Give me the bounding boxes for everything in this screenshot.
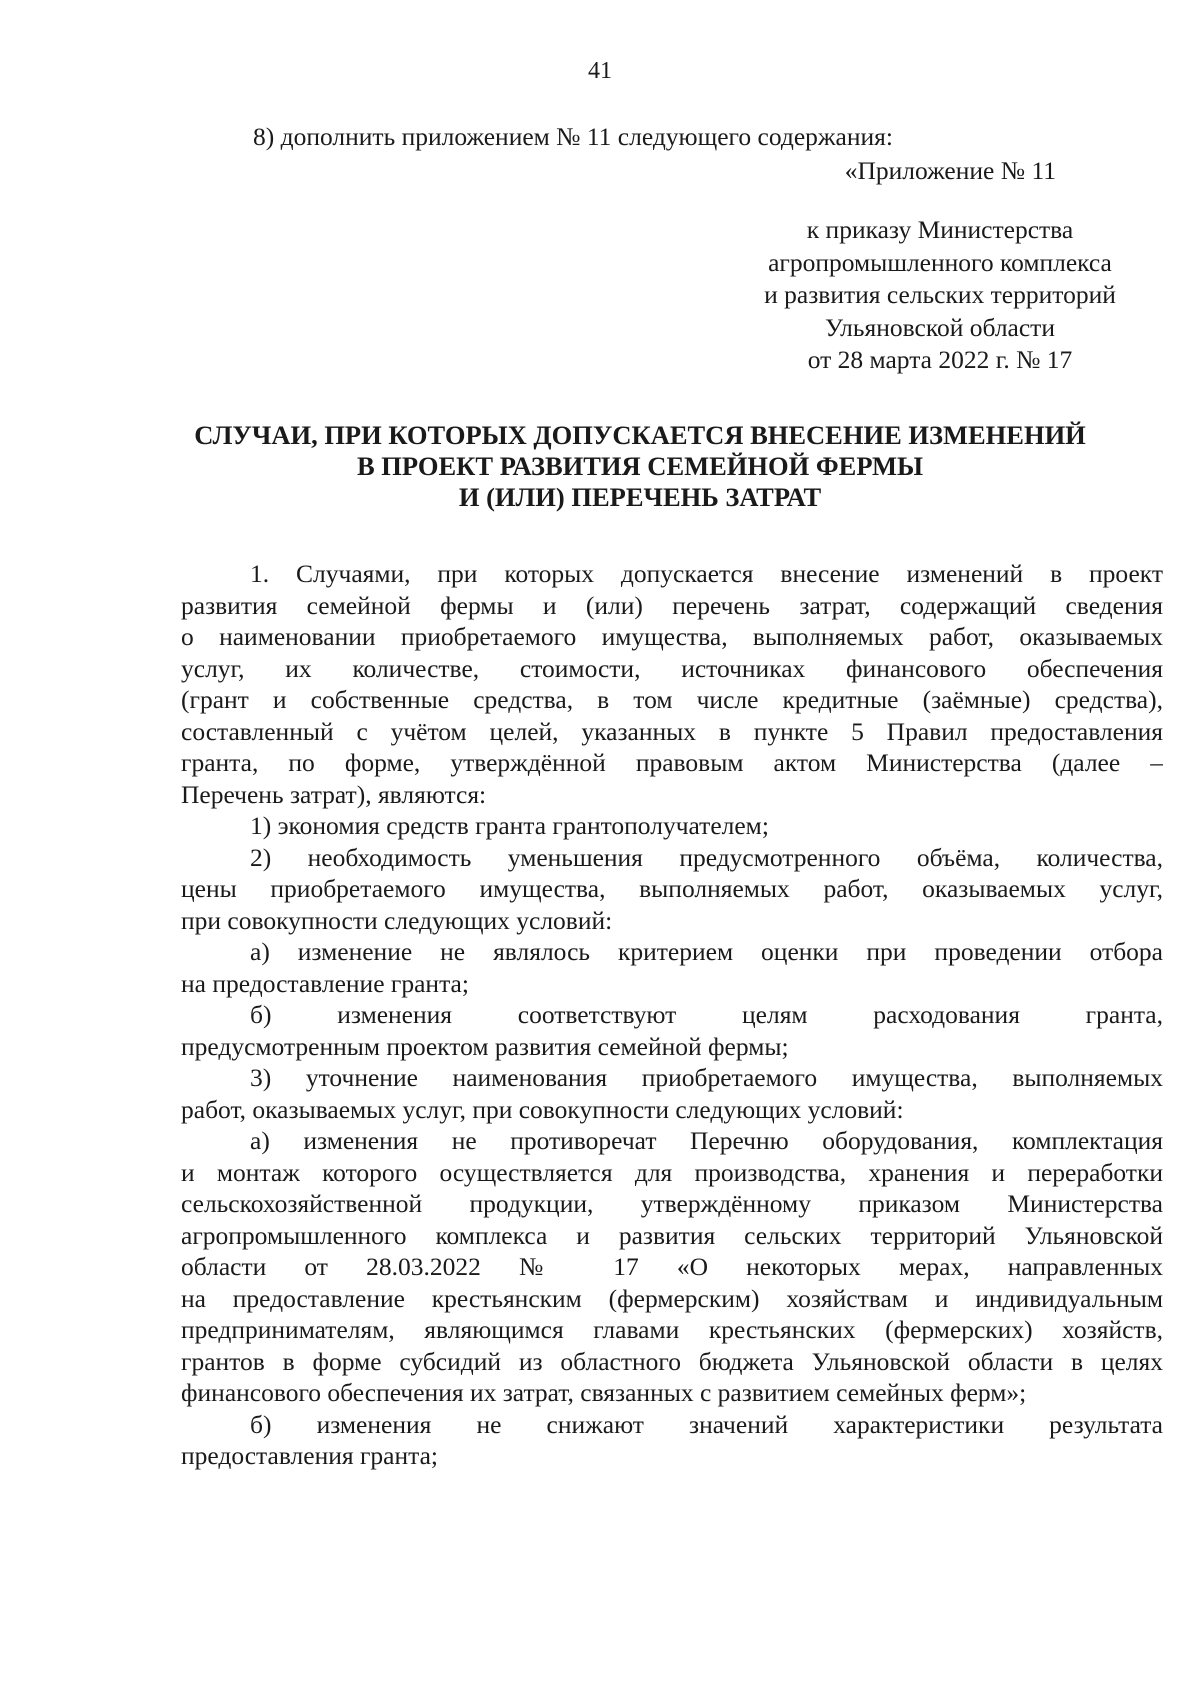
paragraph-line: на предоставление гранта; — [181, 968, 469, 998]
title-line: И (ИЛИ) ПЕРЕЧЕНЬ ЗАТРАТ — [458, 482, 822, 512]
document-body — [181, 558, 1163, 1472]
paragraph-line: сельскохозяйственной продукции, утверждённому приказом Министерства — [181, 1189, 1163, 1218]
paragraph-line: гранта, по форме, утверждённой правовым актом Министерства (далее – — [181, 748, 1163, 777]
paragraph-line: Перечень затрат), являются: — [181, 779, 487, 809]
paragraph-line: (грант и собственные средства, в том числе кредитные (заёмные) средства), — [181, 685, 1163, 714]
paragraph-line: услуг, их количестве, стоимости, источниках финансового обеспечения — [181, 653, 1163, 683]
sub-item-a: а) изменения не противоречат Перечню оборудования, комплектация — [250, 1126, 1163, 1155]
amendment-intro: 8) дополнить приложением № 11 следующего содержания: — [253, 122, 893, 151]
title-line: СЛУЧАИ, ПРИ КОТОРЫХ ДОПУСКАЕТСЯ ВНЕСЕНИЕ ИЗМЕНЕНИЙ — [194, 420, 1086, 450]
paragraph-line: предпринимателям, являющимся главами крестьянских (фермерских) хозяйств, — [181, 1315, 1163, 1344]
decree-line: от 28 марта 2022 г. № 17 — [807, 345, 1073, 374]
decree-reference — [745, 214, 1135, 377]
paragraph-line: агропромышленного комплекса и развития сельских территорий Ульяновской — [181, 1220, 1163, 1250]
paragraph-line: работ, оказываемых услуг, при совокупности следующих условий: — [181, 1094, 904, 1124]
paragraph-line: и монтаж которого осуществляется для производства, хранения и переработки — [181, 1157, 1163, 1187]
decree-line: к приказу Министерства — [806, 215, 1074, 244]
paragraph-line: цены приобретаемого имущества, выполняемых работ, оказываемых услуг, — [181, 874, 1163, 903]
decree-line: Ульяновской области — [825, 312, 1055, 342]
page-number: 41 — [588, 58, 612, 84]
decree-line: агропромышленного комплекса — [768, 247, 1112, 277]
paragraph-line: 1. Случаями, при которых допускается внесение изменений в проект — [250, 559, 1163, 588]
paragraph-line: финансового обеспечения их затрат, связанных с развитием семейных ферм»; — [181, 1378, 1027, 1407]
paragraph-line: области от 28.03.2022 № 17 «О некоторых мерах, направленных — [181, 1252, 1163, 1281]
title-line: В ПРОЕКТ РАЗВИТИЯ СЕМЕЙНОЙ ФЕРМЫ — [356, 451, 924, 481]
paragraph-line: на предоставление крестьянским (фермерским) хозяйствам и индивидуальным — [181, 1283, 1163, 1313]
document-title — [150, 420, 1130, 513]
paragraph-line: грантов в форме субсидий из областного бюджета Ульяновской области в целях — [181, 1346, 1163, 1376]
paragraph-line: при совокупности следующих условий: — [181, 905, 613, 935]
appendix-label: «Приложение № 11 — [844, 156, 1056, 185]
paragraph-line: составленный с учётом целей, указанных в пункте 5 Правил предоставления — [181, 716, 1163, 746]
list-item-3: 3) уточнение наименования приобретаемого имущества, выполняемых — [250, 1063, 1163, 1092]
paragraph-line: предусмотренным проектом развития семейной фермы; — [181, 1031, 789, 1061]
paragraph-line: предоставления гранта; — [181, 1441, 439, 1470]
sub-item-a: а) изменение не являлось критерием оценки при проведении отбора — [250, 937, 1163, 966]
list-item-2: 2) необходимость уменьшения предусмотренного объёма, количества, — [250, 842, 1163, 872]
sub-item-b: б) изменения соответствуют целям расходования гранта, — [250, 1000, 1163, 1029]
sub-item-b: б) изменения не снижают значений характеристики результата — [250, 1409, 1163, 1439]
list-item-1: 1) экономия средств гранта грантополучателем; — [250, 811, 769, 840]
decree-line: и развития сельских территорий — [764, 280, 1116, 309]
paragraph-line: о наименовании приобретаемого имущества, выполняемых работ, оказываемых — [181, 622, 1163, 651]
paragraph-line: развития семейной фермы и (или) перечень затрат, содержащий сведения — [181, 590, 1163, 620]
